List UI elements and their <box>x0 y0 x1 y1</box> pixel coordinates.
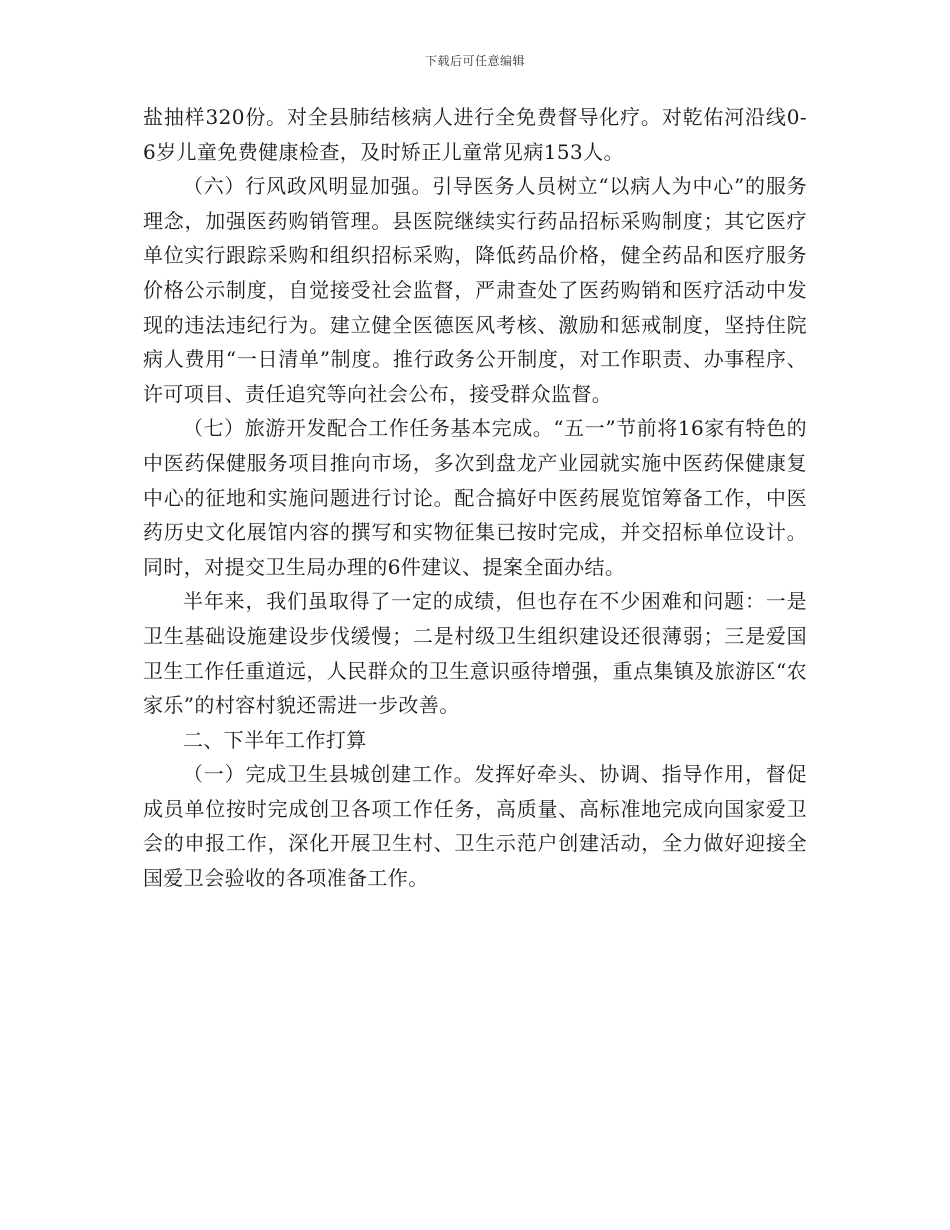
paragraph-continuation: 盐抽样320份。对全县肺结核病人进行全免费督导化疗。对乾佑河沿线0-6岁儿童免费健康检查，及时矫正儿童常见病153人。 <box>143 105 807 164</box>
section-heading-plan: 二、下半年工作打算 <box>183 727 367 752</box>
page-header: 下载后可任意编辑 <box>424 54 525 68</box>
paragraph-section-6: （六）行风政风明显加强。引导医务人员树立“以病人为中心”的服务理念，加强医药购销管理。县医院继续实行药品招标采购制度；其它医疗单位实行跟踪采购和组织招标采购，降低药品价格，健全药品和医疗服务价格公示制度，自觉接受社会监督，严肃查处了医药购销和医疗活动中发现的违法违纪行为。建立健全医德医风考核、激励和惩戒制度，坚持住院病人费用“一日清单”制度。推行政务公开制度，对工作职责、办事程序、许可项目、责任追究等向社会公布，接受群众监督。 <box>143 174 807 406</box>
paragraph-problems: 半年来，我们虽取得了一定的成绩，但也存在不少困难和问题：一是卫生基础设施建设步伐缓慢；二是村级卫生组织建设还很薄弱；三是爱国卫生工作任重道远，人民群众的卫生意识亟待增强，重点集镇及旅游区“农家乐”的村容村貌还需进一步改善。 <box>143 589 807 718</box>
document-body <box>143 100 807 896</box>
paragraph-section-7: （七）旅游开发配合工作任务基本完成。“五一”节前将16家有特色的中医药保健服务项目推向市场，多次到盘龙产业园就实施中医药保健康复中心的征地和实施问题进行讨论。配合搞好中医药展览馆筹备工作，中医药历史文化展馆内容的撰写和实物征集已按时完成，并交招标单位设计。同时，对提交卫生局办理的6件建议、提案全面办结。 <box>143 416 807 579</box>
paragraph-plan-1: （一）完成卫生县城创建工作。发挥好牵头、协调、指导作用，督促成员单位按时完成创卫各项工作任务，高质量、高标准地完成向国家爱卫会的申报工作，深化开展卫生村、卫生示范户创建活动，全力做好迎接全国爱卫会验收的各项准备工作。 <box>143 762 807 891</box>
